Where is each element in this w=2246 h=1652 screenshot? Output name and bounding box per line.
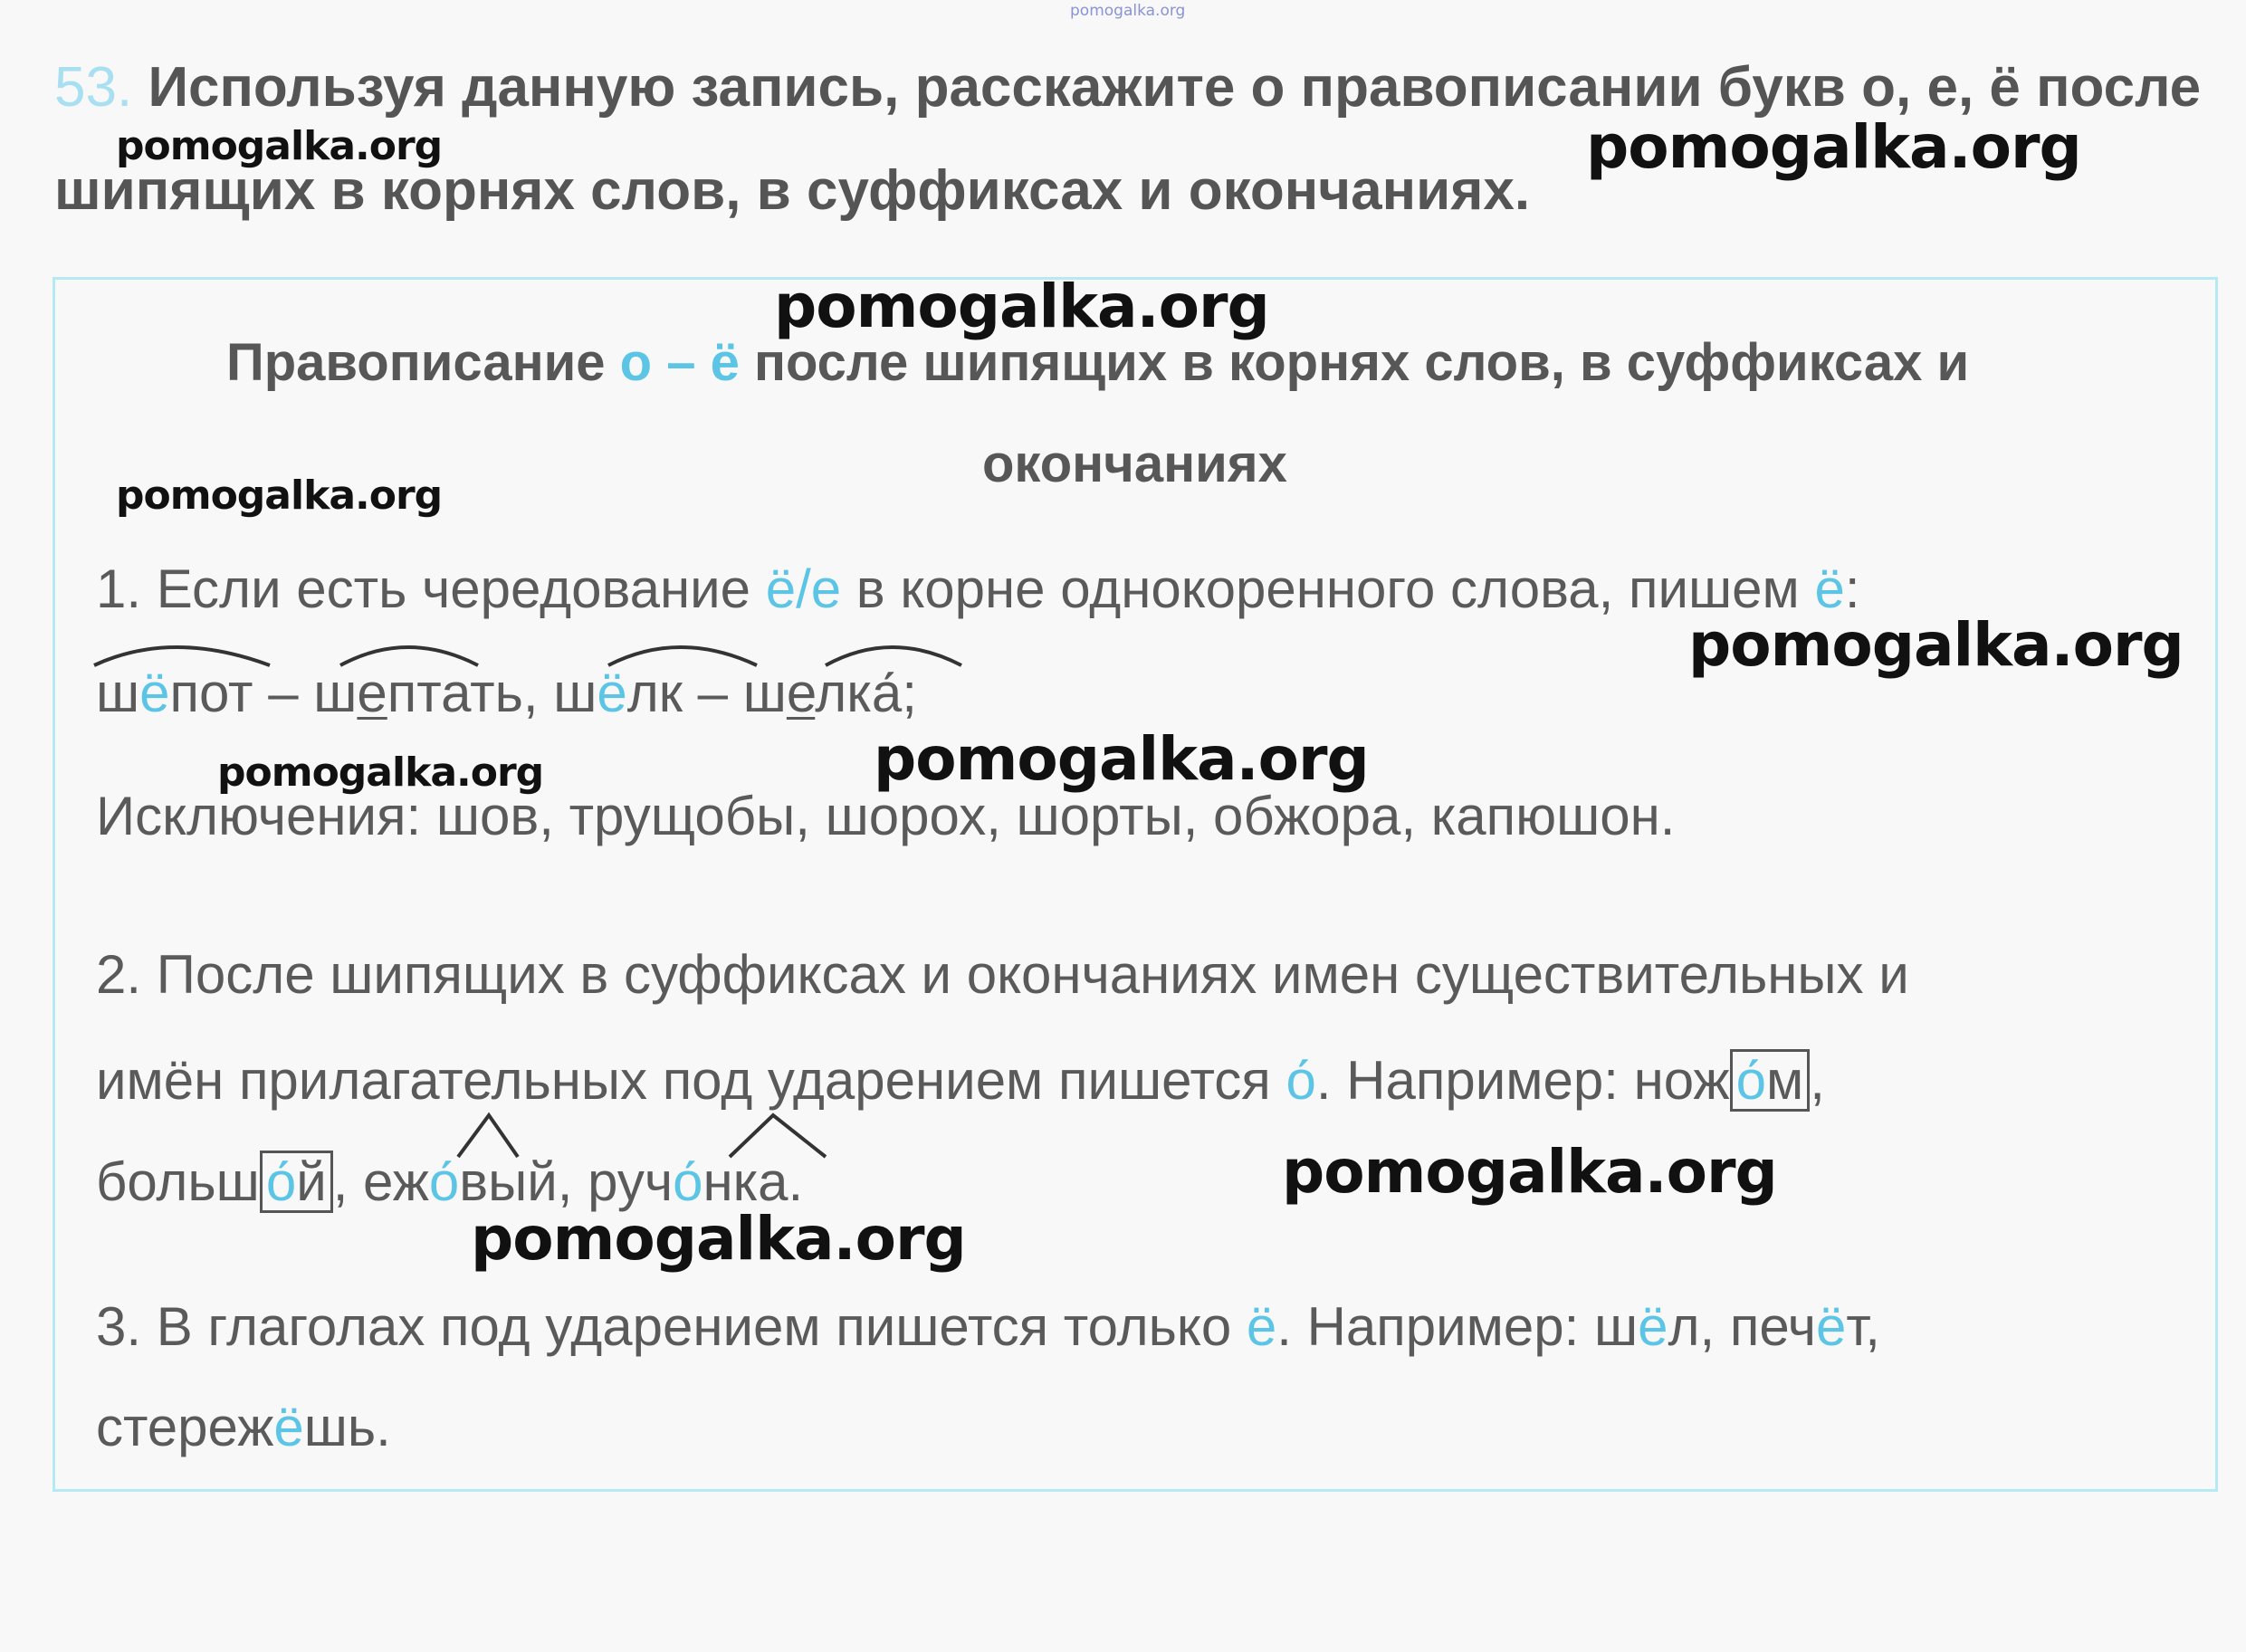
ex-2-underlined: е [357, 663, 387, 723]
watermark: pomogalka.org [1586, 112, 2081, 182]
watermark: pomogalka.org [774, 272, 1269, 341]
rule-2-text-b: . Например: нож [1315, 1050, 1730, 1111]
ex-1-a: ш [96, 663, 140, 723]
ex-4-b: лка́; [815, 663, 917, 723]
ex-dash-1: – [253, 663, 314, 723]
rule-1-exceptions: Исключения: шов, трущобы, шорох, шорты, обжора, капюшон. [96, 786, 1676, 846]
rule-2-line-1: 2. После шипящих в суффиксах и окончаниях имен существительных и [96, 944, 1909, 1005]
rule-1-text-b: в корне однокоренного слова, пишем [841, 559, 1815, 619]
rule-2-word-c: вый, руч [459, 1151, 674, 1212]
ex-3-accent: ё [597, 663, 627, 723]
rule-3-text-b: . Например: ш [1276, 1296, 1639, 1357]
rule-3-accent-d: ё [273, 1397, 304, 1457]
watermark: pomogalka.org [1282, 1137, 1777, 1207]
rule-3-text-a: 3. В глаголах под ударением пишется только [96, 1296, 1247, 1357]
rule-heading-line-1 [226, 333, 1970, 392]
rule-3-text-d: т, [1846, 1296, 1880, 1357]
ex-2-b: птать [387, 663, 523, 723]
ex-dash-2: – [683, 663, 743, 723]
suffix-accent-2: о́ [673, 1151, 703, 1212]
rule-2-word-a: больш [96, 1151, 260, 1212]
rule-2-comma: , [1810, 1050, 1825, 1111]
rule-3-accent-c: ё [1816, 1296, 1847, 1357]
rule-2-line-2 [96, 1049, 1825, 1112]
top-watermark: pomogalka.org [1070, 2, 1186, 20]
watermark: pomogalka.org [217, 750, 544, 796]
rule-1-line-1 [96, 559, 1860, 619]
ex-2-a: ш [313, 663, 358, 723]
watermark: pomogalka.org [116, 473, 443, 519]
watermark: pomogalka.org [1688, 610, 2184, 680]
ending-accent: о́ [1735, 1050, 1766, 1111]
rule-1-text-a: 1. Если есть чередование [96, 559, 766, 619]
ending-box-nozhom [1730, 1049, 1811, 1112]
rule-2-word-b: , еж [332, 1151, 429, 1212]
rule-3-accent-a: ё [1246, 1296, 1277, 1357]
rule-heading-line-2: окончаниях [982, 434, 1287, 493]
ending-accent-2: о́ [265, 1151, 297, 1212]
ending-rest: м [1765, 1050, 1804, 1111]
task-line-2: шипящих в корнях слов, в суффиксах и окончаниях. [54, 159, 1531, 222]
ex-4-underlined: е [786, 663, 816, 723]
rule-2-text-a: имён прилагательных под ударением пишется [96, 1050, 1286, 1111]
heading-accent: о – ё [619, 333, 740, 392]
ex-3-b: лк [626, 663, 683, 723]
rule-3-line-1 [96, 1296, 1880, 1357]
task-number: 53. [54, 56, 133, 119]
rule-3-accent-b: ё [1638, 1296, 1668, 1357]
rule-3-line-2 [96, 1397, 391, 1457]
rule-2-word-d: нка. [702, 1151, 804, 1212]
ex-1-b: пот [169, 663, 253, 723]
rule-1-examples [96, 663, 917, 723]
watermark: pomogalka.org [874, 724, 1369, 794]
rule-1-accent-b: ё [1814, 559, 1845, 619]
rule-1-text-c: : [1844, 559, 1860, 619]
watermark: pomogalka.org [116, 123, 443, 169]
ending-box-bolshoy [260, 1151, 333, 1213]
rule-3-word-b: шь. [303, 1397, 391, 1457]
watermark: pomogalka.org [471, 1204, 966, 1274]
task-line-1 [54, 56, 2202, 119]
rule-3-text-c: л, печ [1668, 1296, 1816, 1357]
ex-1-accent: ё [139, 663, 170, 723]
rule-1-accent-a: ё/е [765, 559, 842, 619]
rule-2-accent: о́ [1285, 1050, 1316, 1111]
task-text-1: Используя данную запись, расскажите о правописании букв о, е, ё после [148, 56, 2202, 119]
ex-3-a: ш [553, 663, 597, 723]
rule-3-word-a: стереж [96, 1397, 274, 1457]
ending-rest-2: й [296, 1151, 327, 1212]
ex-comma: , [522, 663, 554, 723]
heading-text-a: Правописание [226, 333, 620, 392]
heading-text-b: после шипящих в корнях слов, в суффиксах и [739, 333, 1970, 392]
ex-4-a: ш [742, 663, 787, 723]
suffix-accent-1: о́ [428, 1151, 460, 1212]
